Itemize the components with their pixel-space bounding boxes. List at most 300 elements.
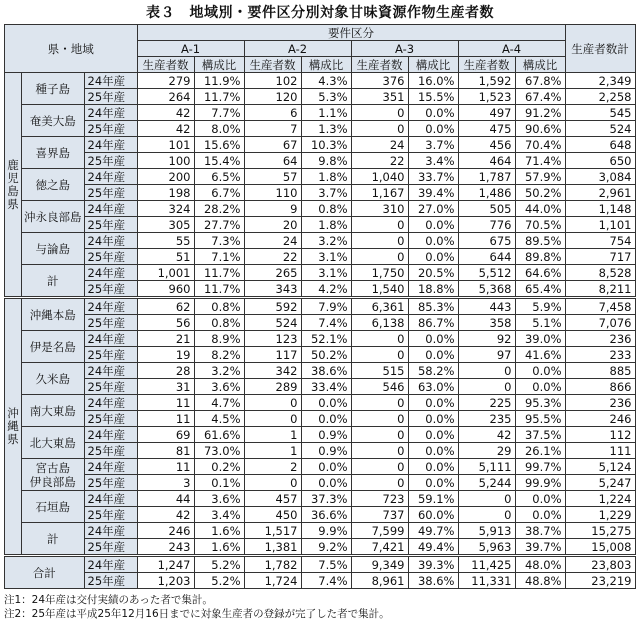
- ratio-cell: 7.4%: [301, 315, 351, 331]
- region-cell: 沖永良部島: [22, 201, 85, 233]
- count-cell: 5,368: [458, 281, 515, 298]
- total-cell: 236: [565, 331, 635, 347]
- ratio-cell: 57.9%: [515, 169, 565, 185]
- ratio-cell: 5.2%: [194, 573, 244, 589]
- count-cell: 497: [458, 105, 515, 121]
- count-cell: 5,111: [458, 459, 515, 475]
- total-cell: 5,124: [565, 459, 635, 475]
- count-cell: 0: [351, 475, 408, 491]
- total-cell: 8,211: [565, 281, 635, 298]
- count-cell: 776: [458, 217, 515, 233]
- ratio-cell: 70.4%: [515, 137, 565, 153]
- ratio-cell: 0.0%: [301, 475, 351, 491]
- year-cell: 25年産: [84, 379, 137, 395]
- total-cell: 15,275: [565, 523, 635, 539]
- count-cell: 22: [244, 249, 301, 265]
- ratio-cell: 39.0%: [515, 331, 565, 347]
- count-cell: 358: [458, 315, 515, 331]
- ratio-cell: 7.7%: [194, 105, 244, 121]
- ratio-cell: 0.0%: [408, 395, 458, 411]
- ratio-cell: 3.4%: [408, 153, 458, 169]
- ratio-cell: 15.5%: [408, 89, 458, 105]
- ratio-cell: 0.0%: [408, 443, 458, 459]
- region-cell: 徳之島: [22, 169, 85, 201]
- ratio-cell: 38.6%: [408, 573, 458, 589]
- count-cell: 1,750: [351, 265, 408, 281]
- count-cell: 100: [137, 153, 194, 169]
- footnotes: [4, 593, 390, 621]
- year-cell: 24年産: [84, 233, 137, 249]
- ratio-cell: 50.2%: [301, 347, 351, 363]
- ratio-cell: 0.0%: [515, 379, 565, 395]
- region-cell: 種子島: [22, 73, 85, 105]
- count-cell: 0: [351, 443, 408, 459]
- count-cell: 0: [351, 105, 408, 121]
- count-cell: 235: [458, 411, 515, 427]
- count-cell: 64: [244, 153, 301, 169]
- year-cell: 24年産: [84, 395, 137, 411]
- count-cell: 69: [137, 427, 194, 443]
- region-cell: 計: [22, 523, 85, 556]
- total-cell: 545: [565, 105, 635, 121]
- year-cell: 25年産: [84, 539, 137, 556]
- ratio-cell: 28.2%: [194, 201, 244, 217]
- region-cell: 石垣島: [22, 491, 85, 523]
- ratio-cell: 27.7%: [194, 217, 244, 233]
- table-row: [5, 363, 636, 379]
- total-cell: 650: [565, 153, 635, 169]
- sub-header-ratio: 構成比: [408, 57, 458, 73]
- grand-total-label: 合計: [5, 556, 85, 589]
- count-cell: 324: [137, 201, 194, 217]
- ratio-cell: 0.0%: [301, 459, 351, 475]
- table-row: [5, 105, 636, 121]
- count-cell: 44: [137, 491, 194, 507]
- table-row: [5, 523, 636, 539]
- ratio-cell: 8.9%: [194, 331, 244, 347]
- count-cell: 0: [458, 507, 515, 523]
- ratio-cell: 71.4%: [515, 153, 565, 169]
- total-cell: 1,224: [565, 491, 635, 507]
- ratio-cell: 3.1%: [301, 249, 351, 265]
- total-column-header: 生産者数計: [565, 25, 635, 73]
- ratio-cell: 0.0%: [408, 331, 458, 347]
- total-cell: 7,076: [565, 315, 635, 331]
- table-row: [5, 475, 636, 491]
- count-cell: 305: [137, 217, 194, 233]
- ratio-cell: 65.4%: [515, 281, 565, 298]
- total-cell: 717: [565, 249, 635, 265]
- count-cell: 92: [458, 331, 515, 347]
- count-cell: 6: [244, 105, 301, 121]
- ratio-cell: 1.1%: [301, 105, 351, 121]
- year-cell: 25年産: [84, 411, 137, 427]
- count-cell: 443: [458, 298, 515, 315]
- table-row: [5, 217, 636, 233]
- count-cell: 546: [351, 379, 408, 395]
- year-cell: 25年産: [84, 121, 137, 137]
- ratio-cell: 38.6%: [301, 363, 351, 379]
- ratio-cell: 4.3%: [301, 73, 351, 89]
- year-cell: 25年産: [84, 573, 137, 589]
- count-cell: 0: [351, 411, 408, 427]
- count-cell: 376: [351, 73, 408, 89]
- count-cell: 42: [137, 121, 194, 137]
- requirement-group-header: 要件区分: [137, 25, 565, 41]
- ratio-cell: 37.5%: [515, 427, 565, 443]
- total-cell: 111: [565, 443, 635, 459]
- count-cell: 7,599: [351, 523, 408, 539]
- ratio-cell: 33.4%: [301, 379, 351, 395]
- table-row: [5, 491, 636, 507]
- region-cell: 南大東島: [22, 395, 85, 427]
- ratio-cell: 1.8%: [301, 169, 351, 185]
- count-cell: 42: [458, 427, 515, 443]
- count-cell: 1,247: [137, 556, 194, 573]
- count-cell: 19: [137, 347, 194, 363]
- count-cell: 102: [244, 73, 301, 89]
- count-cell: 0: [244, 475, 301, 491]
- count-cell: 524: [244, 315, 301, 331]
- count-cell: 0: [351, 249, 408, 265]
- ratio-cell: 11.7%: [194, 265, 244, 281]
- year-cell: 24年産: [84, 523, 137, 539]
- ratio-cell: 5.9%: [515, 298, 565, 315]
- region-cell: 与論島: [22, 233, 85, 265]
- ratio-cell: 7.9%: [301, 298, 351, 315]
- ratio-cell: 0.0%: [301, 395, 351, 411]
- ratio-cell: 39.3%: [408, 556, 458, 573]
- ratio-cell: 0.1%: [194, 475, 244, 491]
- table-row: [5, 395, 636, 411]
- count-cell: 42: [137, 507, 194, 523]
- table-row: [5, 73, 636, 89]
- ratio-cell: 39.4%: [408, 185, 458, 201]
- total-cell: 2,258: [565, 89, 635, 105]
- ratio-cell: 0.0%: [408, 427, 458, 443]
- count-cell: 243: [137, 539, 194, 556]
- ratio-cell: 67.4%: [515, 89, 565, 105]
- count-cell: 11: [137, 459, 194, 475]
- ratio-cell: 3.6%: [194, 491, 244, 507]
- sub-header-ratio: 構成比: [194, 57, 244, 73]
- count-cell: 0: [458, 491, 515, 507]
- category-header-a2: A-2: [244, 41, 351, 57]
- table-row: [5, 331, 636, 347]
- ratio-cell: 0.0%: [408, 233, 458, 249]
- total-cell: 754: [565, 233, 635, 249]
- ratio-cell: 6.5%: [194, 169, 244, 185]
- count-cell: 592: [244, 298, 301, 315]
- table-row: [5, 427, 636, 443]
- count-cell: 24: [351, 137, 408, 153]
- count-cell: 20: [244, 217, 301, 233]
- year-cell: 24年産: [84, 137, 137, 153]
- total-cell: 1,229: [565, 507, 635, 523]
- count-cell: 265: [244, 265, 301, 281]
- table-row: [5, 265, 636, 281]
- total-cell: 23,803: [565, 556, 635, 573]
- ratio-cell: 1.3%: [301, 121, 351, 137]
- region-cell: 計: [22, 265, 85, 298]
- count-cell: 1,203: [137, 573, 194, 589]
- ratio-cell: 0.0%: [515, 507, 565, 523]
- ratio-cell: 15.4%: [194, 153, 244, 169]
- ratio-cell: 0.0%: [408, 217, 458, 233]
- ratio-cell: 5.2%: [194, 556, 244, 573]
- ratio-cell: 59.1%: [408, 491, 458, 507]
- count-cell: 11,331: [458, 573, 515, 589]
- year-cell: 24年産: [84, 427, 137, 443]
- count-cell: 0: [351, 347, 408, 363]
- count-cell: 5,913: [458, 523, 515, 539]
- total-cell: 246: [565, 411, 635, 427]
- ratio-cell: 1.6%: [194, 523, 244, 539]
- count-cell: 456: [458, 137, 515, 153]
- ratio-cell: 6.7%: [194, 185, 244, 201]
- count-cell: 11,425: [458, 556, 515, 573]
- ratio-cell: 3.7%: [301, 185, 351, 201]
- ratio-cell: 85.3%: [408, 298, 458, 315]
- ratio-cell: 18.8%: [408, 281, 458, 298]
- region-cell: 喜界島: [22, 137, 85, 169]
- count-cell: 0: [351, 459, 408, 475]
- count-cell: 515: [351, 363, 408, 379]
- count-cell: 11: [137, 395, 194, 411]
- total-cell: 112: [565, 427, 635, 443]
- count-cell: 101: [137, 137, 194, 153]
- count-cell: 505: [458, 201, 515, 217]
- table-row: [5, 121, 636, 137]
- count-cell: 5,963: [458, 539, 515, 556]
- total-cell: 1,148: [565, 201, 635, 217]
- year-cell: 24年産: [84, 331, 137, 347]
- year-cell: 24年産: [84, 201, 137, 217]
- year-cell: 25年産: [84, 249, 137, 265]
- count-cell: 310: [351, 201, 408, 217]
- count-cell: 1,040: [351, 169, 408, 185]
- count-cell: 1,167: [351, 185, 408, 201]
- ratio-cell: 89.5%: [515, 233, 565, 249]
- count-cell: 0: [351, 395, 408, 411]
- ratio-cell: 49.4%: [408, 539, 458, 556]
- sub-header-count: 生産者数: [458, 57, 515, 73]
- count-cell: 28: [137, 363, 194, 379]
- table-row: [5, 281, 636, 298]
- ratio-cell: 7.1%: [194, 249, 244, 265]
- ratio-cell: 52.1%: [301, 331, 351, 347]
- count-cell: 1,540: [351, 281, 408, 298]
- total-cell: 2,349: [565, 73, 635, 89]
- total-cell: 5,247: [565, 475, 635, 491]
- count-cell: 1,486: [458, 185, 515, 201]
- table-row: [5, 539, 636, 556]
- count-cell: 960: [137, 281, 194, 298]
- count-cell: 1,592: [458, 73, 515, 89]
- count-cell: 97: [458, 347, 515, 363]
- table-row: [5, 573, 636, 589]
- year-cell: 24年産: [84, 169, 137, 185]
- ratio-cell: 7.3%: [194, 233, 244, 249]
- count-cell: 81: [137, 443, 194, 459]
- ratio-cell: 64.6%: [515, 265, 565, 281]
- total-cell: 7,458: [565, 298, 635, 315]
- ratio-cell: 0.0%: [515, 491, 565, 507]
- ratio-cell: 3.2%: [301, 233, 351, 249]
- ratio-cell: 95.3%: [515, 395, 565, 411]
- count-cell: 0: [458, 379, 515, 395]
- sub-header-count: 生産者数: [351, 57, 408, 73]
- year-cell: 25年産: [84, 89, 137, 105]
- count-cell: 0: [244, 395, 301, 411]
- total-cell: 3,084: [565, 169, 635, 185]
- count-cell: 57: [244, 169, 301, 185]
- ratio-cell: 90.6%: [515, 121, 565, 137]
- year-cell: 24年産: [84, 265, 137, 281]
- count-cell: 6,138: [351, 315, 408, 331]
- count-cell: 475: [458, 121, 515, 137]
- ratio-cell: 0.8%: [194, 298, 244, 315]
- year-cell: 24年産: [84, 363, 137, 379]
- count-cell: 1,381: [244, 539, 301, 556]
- table-row: [5, 315, 636, 331]
- count-cell: 289: [244, 379, 301, 395]
- year-cell: 25年産: [84, 475, 137, 491]
- ratio-cell: 11.7%: [194, 281, 244, 298]
- ratio-cell: 11.7%: [194, 89, 244, 105]
- total-cell: 2,961: [565, 185, 635, 201]
- table-row: [5, 459, 636, 475]
- year-cell: 24年産: [84, 459, 137, 475]
- category-header-a1: A-1: [137, 41, 244, 57]
- region-cell: 伊是名島: [22, 331, 85, 363]
- ratio-cell: 61.6%: [194, 427, 244, 443]
- table-row: [5, 556, 636, 573]
- ratio-cell: 41.6%: [515, 347, 565, 363]
- ratio-cell: 58.2%: [408, 363, 458, 379]
- ratio-cell: 3.7%: [408, 137, 458, 153]
- ratio-cell: 3.2%: [194, 363, 244, 379]
- ratio-cell: 0.2%: [194, 459, 244, 475]
- count-cell: 675: [458, 233, 515, 249]
- ratio-cell: 0.0%: [515, 363, 565, 379]
- table-row: [5, 233, 636, 249]
- ratio-cell: 4.5%: [194, 411, 244, 427]
- ratio-cell: 4.7%: [194, 395, 244, 411]
- sub-header-ratio: 構成比: [515, 57, 565, 73]
- count-cell: 450: [244, 507, 301, 523]
- count-cell: 29: [458, 443, 515, 459]
- count-cell: 0: [351, 233, 408, 249]
- ratio-cell: 38.7%: [515, 523, 565, 539]
- count-cell: 5,244: [458, 475, 515, 491]
- table-row: [5, 153, 636, 169]
- count-cell: 343: [244, 281, 301, 298]
- ratio-cell: 91.2%: [515, 105, 565, 121]
- ratio-cell: 20.5%: [408, 265, 458, 281]
- count-cell: 0: [244, 411, 301, 427]
- year-cell: 25年産: [84, 153, 137, 169]
- ratio-cell: 7.5%: [301, 556, 351, 573]
- count-cell: 225: [458, 395, 515, 411]
- region-cell: 奄美大島: [22, 105, 85, 137]
- ratio-cell: 44.0%: [515, 201, 565, 217]
- count-cell: 6,361: [351, 298, 408, 315]
- note-line: 注2：25年産は平成25年12月16日までに対象生産者の登録が完了した者で集計。: [4, 608, 390, 620]
- ratio-cell: 67.8%: [515, 73, 565, 89]
- table-row: [5, 347, 636, 363]
- count-cell: 62: [137, 298, 194, 315]
- count-cell: 22: [351, 153, 408, 169]
- count-cell: 31: [137, 379, 194, 395]
- ratio-cell: 0.0%: [408, 475, 458, 491]
- year-cell: 24年産: [84, 73, 137, 89]
- count-cell: 24: [244, 233, 301, 249]
- count-cell: 117: [244, 347, 301, 363]
- ratio-cell: 86.7%: [408, 315, 458, 331]
- ratio-cell: 0.0%: [408, 411, 458, 427]
- count-cell: 11: [137, 411, 194, 427]
- sub-header-ratio: 構成比: [301, 57, 351, 73]
- count-cell: 644: [458, 249, 515, 265]
- ratio-cell: 3.6%: [194, 379, 244, 395]
- prefecture-cell: 鹿 児 島 県: [5, 73, 22, 298]
- year-cell: 25年産: [84, 217, 137, 233]
- year-cell: 25年産: [84, 507, 137, 523]
- count-cell: 0: [351, 331, 408, 347]
- ratio-cell: 7.4%: [301, 573, 351, 589]
- ratio-cell: 0.0%: [408, 121, 458, 137]
- count-cell: 1,782: [244, 556, 301, 573]
- year-cell: 24年産: [84, 491, 137, 507]
- total-cell: 23,219: [565, 573, 635, 589]
- ratio-cell: 99.7%: [515, 459, 565, 475]
- year-cell: 25年産: [84, 185, 137, 201]
- page-title: 表３ 地域別・要件区分別対象甘味資源作物生産者数: [146, 5, 494, 21]
- ratio-cell: 16.0%: [408, 73, 458, 89]
- total-cell: 885: [565, 363, 635, 379]
- count-cell: 1,001: [137, 265, 194, 281]
- count-cell: 0: [351, 217, 408, 233]
- total-cell: 8,528: [565, 265, 635, 281]
- count-cell: 51: [137, 249, 194, 265]
- count-cell: 1,517: [244, 523, 301, 539]
- ratio-cell: 48.8%: [515, 573, 565, 589]
- ratio-cell: 0.0%: [301, 411, 351, 427]
- region-column-header: 県・地域: [5, 25, 138, 73]
- ratio-cell: 9.8%: [301, 153, 351, 169]
- total-cell: 15,008: [565, 539, 635, 556]
- count-cell: 1,523: [458, 89, 515, 105]
- ratio-cell: 50.2%: [515, 185, 565, 201]
- ratio-cell: 49.7%: [408, 523, 458, 539]
- count-cell: 0: [458, 363, 515, 379]
- ratio-cell: 8.2%: [194, 347, 244, 363]
- ratio-cell: 70.5%: [515, 217, 565, 233]
- count-cell: 21: [137, 331, 194, 347]
- count-cell: 55: [137, 233, 194, 249]
- region-cell: 北大東島: [22, 427, 85, 459]
- count-cell: 342: [244, 363, 301, 379]
- count-cell: 110: [244, 185, 301, 201]
- table-row: [5, 507, 636, 523]
- ratio-cell: 36.6%: [301, 507, 351, 523]
- region-cell: 久米島: [22, 363, 85, 395]
- count-cell: 2: [244, 459, 301, 475]
- count-cell: 1: [244, 427, 301, 443]
- ratio-cell: 48.0%: [515, 556, 565, 573]
- ratio-cell: 5.1%: [515, 315, 565, 331]
